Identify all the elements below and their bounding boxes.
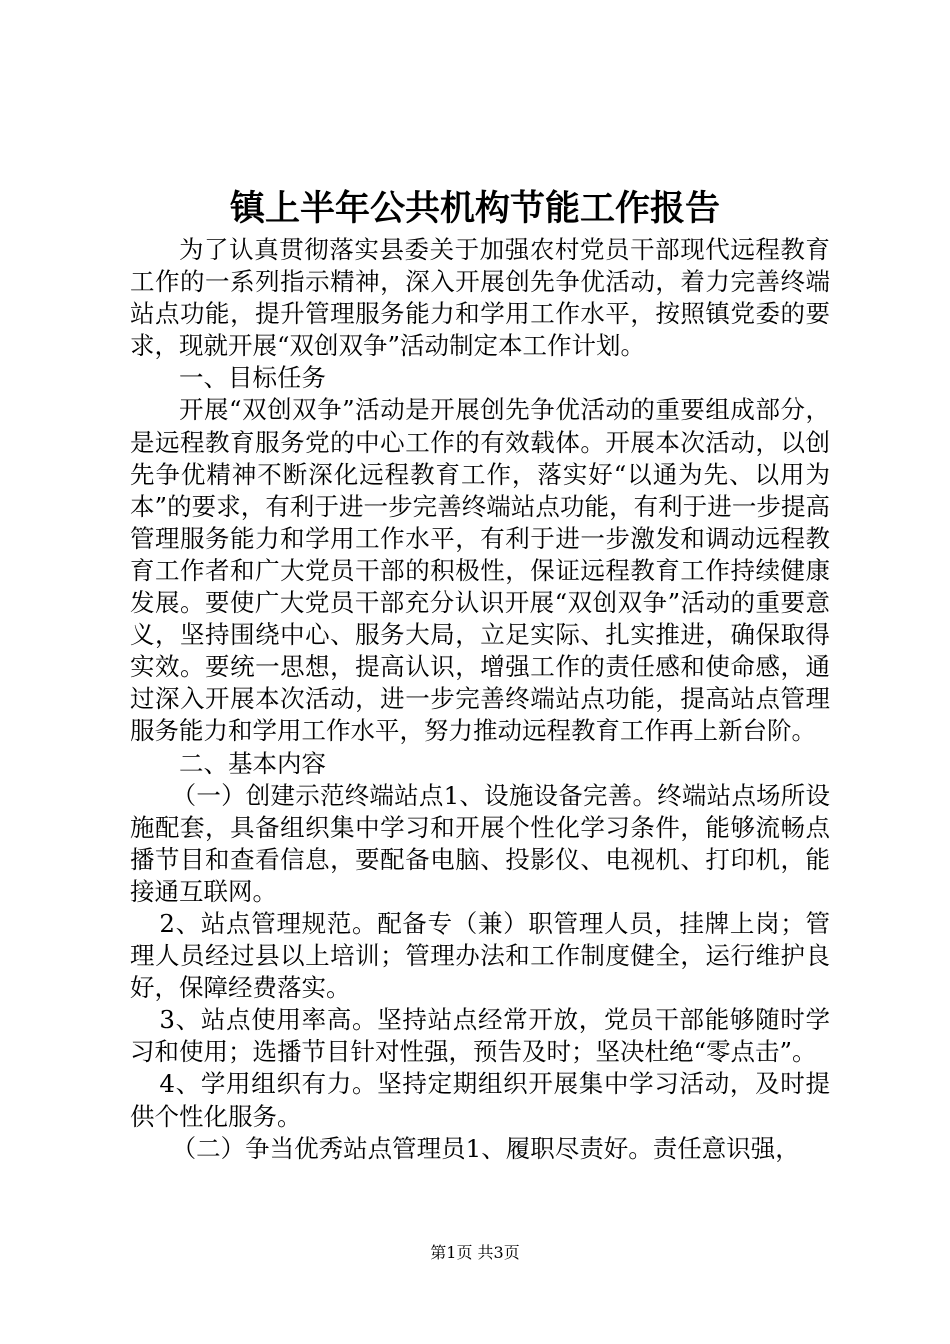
section-heading-content: 二、基本内容 — [179, 748, 326, 778]
document-title: 镇上半年公共机构节能工作报告 — [229, 188, 720, 229]
content-paragraph-3: 3、站点使用率高。坚持站点经常开放，党员干部能够随时学习和使用；选播节目针对性强，预告及时；坚决杜绝“零点击”。 — [130, 1005, 830, 1067]
document-body — [130, 234, 830, 1165]
content-paragraph-4: 4、学用组织有力。坚持定期组织开展集中学习活动，及时提供个性化服务。 — [130, 1069, 830, 1131]
page-footer: 第1页 共3页 — [430, 1243, 520, 1262]
section-heading-goals: 一、目标任务 — [179, 363, 326, 393]
content-paragraph-1: （一）创建示范终端站点1、设施设备完善。终端站点场所设施配套，具备组织集中学习和开展个性化学习条件，能够流畅点播节目和查看信息，要配备电脑、投影仪、电视机、打印机，能接通互联网。 — [130, 780, 830, 906]
intro-paragraph: 为了认真贯彻落实县委关于加强农村党员干部现代远程教育工作的一系列指示精神，深入开展创先争优活动，着力完善终端站点功能，提升管理服务能力和学用工作水平，按照镇党委的要求，现就开展“双创双争”活动制定本工作计划。 — [130, 235, 830, 361]
content-paragraph-2: 2、站点管理规范。配备专（兼）职管理人员，挂牌上岗；管理人员经过县以上培训；管理办法和工作制度健全，运行维护良好，保障经费落实。 — [130, 908, 830, 1003]
content-paragraph-5: （二）争当优秀站点管理员1、履职尽责好。责任意识强， — [171, 1133, 800, 1163]
goals-paragraph: 开展“双创双争”活动是开展创先争优活动的重要组成部分，是远程教育服务党的中心工作的有效载体。开展本次活动，以创先争优精神不断深化远程教育工作，落实好“以通为先、以用为本”的要求，有利于进一步完善终端站点功能，有利于进一步提高管理服务能力和学用工作水平，有利于进一步激发和调动远程教育工作者和广大党员干部的积极性，保证远程教育工作持续健康发展。要使广大党员干部充分认识开展“双创双争”活动的重要意义，坚持围绕中心、服务大局，立足实际、扎实推进，确保取得实效。要统一思想，提高认识，增强工作的责任感和使命感，通过深入开展本次活动，进一步完善终端站点功能，提高站点管理服务能力和学用工作水平，努力推动远程教育工作再上新台阶。 — [130, 395, 830, 746]
